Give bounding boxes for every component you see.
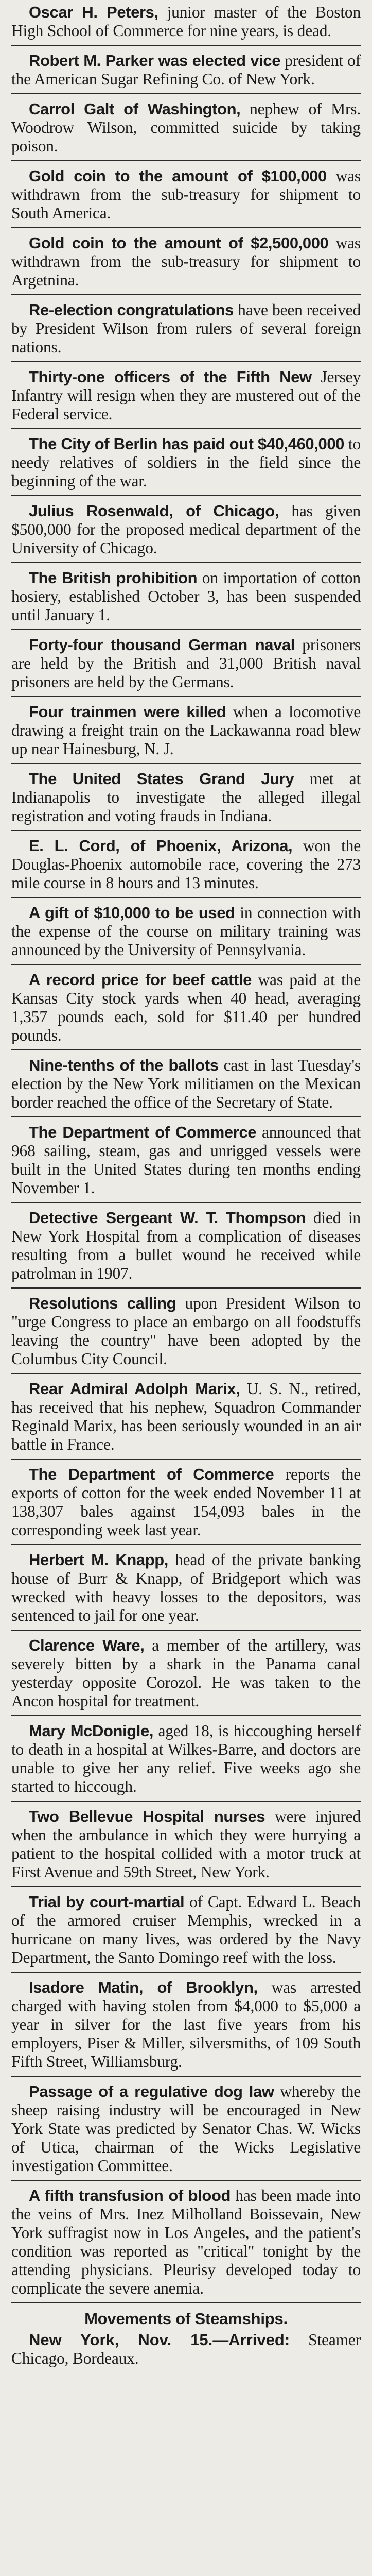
section-divider — [11, 2302, 361, 2303]
news-item-text — [11, 904, 361, 959]
item-divider — [11, 696, 361, 697]
item-divider — [11, 1287, 361, 1289]
item-divider — [11, 1544, 361, 1545]
news-item-body: have been received by President Wilson from rulers of several foreign nations. — [11, 301, 361, 356]
news-items — [11, 3, 361, 2298]
news-item — [11, 1294, 361, 1368]
news-item-text — [11, 1978, 361, 2071]
item-divider — [11, 1459, 361, 1460]
item-divider — [11, 294, 361, 295]
item-divider — [11, 830, 361, 831]
item-divider — [11, 1886, 361, 1887]
news-item-body: announced that 968 sailing, steam, gas and unrigged vessels were built in the United States during ten months ending November 1. — [11, 1123, 361, 1197]
news-item-body: president of the American Sugar Refining Co. of New York. — [11, 52, 361, 88]
item-divider — [11, 1049, 361, 1050]
news-item — [11, 1380, 361, 1454]
news-item-lead: The British prohibition — [29, 569, 198, 587]
news-item-lead: Gold coin to the amount of $100,000 — [29, 167, 327, 185]
news-item — [11, 1636, 361, 1710]
news-item — [11, 1123, 361, 1197]
news-item — [11, 100, 361, 156]
news-item-lead: Four trainmen were killed — [29, 703, 226, 721]
news-item-lead: The United States Grand Jury — [29, 770, 294, 788]
news-item-text — [11, 1807, 361, 1882]
news-item — [11, 1893, 361, 1967]
news-item — [11, 971, 361, 1045]
news-item — [11, 703, 361, 758]
item-divider — [11, 1630, 361, 1631]
news-item-body: was paid at the Kansas City stock yards when 40 head, averaging 1,357 pounds each, sold for $11.40 per hundred pounds. — [11, 971, 361, 1044]
news-item-text — [11, 636, 361, 691]
item-divider — [11, 964, 361, 965]
news-item-body: on importation of cotton hosiery, established October 3, has been suspended until January 1. — [11, 569, 361, 624]
news-item — [11, 3, 361, 40]
news-item-lead: Isadore Matin, of Brooklyn, — [29, 1978, 258, 1996]
news-item-text — [11, 2187, 361, 2298]
news-item-body: to needy relatives of soldiers in the field since the beginning of the war. — [11, 435, 361, 490]
news-item — [11, 301, 361, 357]
news-item — [11, 837, 361, 892]
news-item-lead: Carrol Galt of Washington, — [29, 100, 241, 118]
news-item — [11, 1807, 361, 1882]
news-item-lead: Resolutions calling — [29, 1294, 176, 1312]
news-item-lead: Passage of a regulative dog law — [29, 2082, 274, 2100]
news-item-lead: Herbert M. Knapp, — [29, 1551, 169, 1569]
news-item — [11, 1056, 361, 1112]
news-item-body: Jersey Infantry will resign when they are mustered out of the Federal service. — [11, 368, 361, 423]
news-item-body: upon President Wilson to "urge Congress to place an embargo on all foodstuffs leaving the country" have been adopted by the Columbus City Council. — [11, 1294, 361, 1368]
news-item-text — [11, 100, 361, 156]
news-item — [11, 569, 361, 624]
item-divider — [11, 1972, 361, 1973]
news-item-text — [11, 569, 361, 624]
news-item-lead: Trial by court-martial — [29, 1893, 185, 1911]
item-divider — [11, 897, 361, 898]
news-item-body: met at Indianapolis to investigate the alleged illegal registration and voting frauds in Indiana. — [11, 770, 361, 825]
news-item-text — [11, 1123, 361, 1197]
news-item-lead: Re-election congratulations — [29, 301, 234, 319]
steamships-heading: Movements of Steamships. — [84, 2310, 288, 2328]
news-item — [11, 1465, 361, 1539]
item-divider — [11, 629, 361, 630]
news-item-body: has given $500,000 for the proposed medical department of the University of Chicago. — [11, 502, 361, 557]
news-item-lead: Robert M. Parker was elected vice — [29, 52, 281, 70]
item-divider — [11, 45, 361, 46]
news-item-lead: Oscar H. Peters, — [29, 3, 158, 21]
news-item-text — [11, 971, 361, 1045]
news-item — [11, 234, 361, 290]
item-divider — [11, 160, 361, 161]
news-item-body: cast in last Tuesday's election by the New York militiamen on the Mexican border reached the office of the Secretary of State. — [11, 1056, 361, 1111]
news-item — [11, 636, 361, 691]
item-divider — [11, 1202, 361, 1203]
item-divider — [11, 93, 361, 94]
news-item-text — [11, 435, 361, 490]
news-item-body: U. S. N., retired, has received that his nephew, Squadron Commander Reginald Marix, has been seriously wounded in an air battle in France. — [11, 1380, 361, 1453]
item-divider — [11, 1373, 361, 1374]
news-item-text — [11, 1636, 361, 1710]
item-divider — [11, 227, 361, 228]
news-item — [11, 52, 361, 89]
steamships-dateline: New York, Nov. 15.—Arrived: — [29, 2331, 290, 2349]
news-item — [11, 167, 361, 223]
news-item — [11, 1978, 361, 2071]
news-column — [11, 3, 361, 2576]
news-item-lead: E. L. Cord, of Phoenix, Arizona, — [29, 837, 293, 855]
news-item-body: was withdrawn from the sub-treasury for shipment to Argetnina. — [11, 234, 361, 289]
news-item-text — [11, 301, 361, 357]
news-item-lead: Forty-four thousand German naval — [29, 636, 295, 654]
news-item-body: reports the exports of cotton for the week ended November 11 at 138,307 bales against 154,093 bales in the corresponding week last year. — [11, 1465, 361, 1539]
news-item-text — [11, 234, 361, 290]
item-divider — [11, 1801, 361, 1802]
news-item-text — [11, 837, 361, 892]
news-item-lead: Rear Admiral Adolph Marix, — [29, 1380, 240, 1398]
news-item — [11, 502, 361, 557]
steamships-item — [11, 2331, 361, 2368]
item-divider — [11, 763, 361, 764]
news-item-lead: The Department of Commerce — [29, 1465, 274, 1483]
news-item-lead: The City of Berlin has paid out $40,460,000 — [29, 435, 345, 453]
news-item-text — [11, 2082, 361, 2175]
news-item-text — [11, 1294, 361, 1368]
news-item-text — [11, 3, 361, 40]
news-item-lead: Thirty-one officers of the Fifth New — [29, 368, 312, 386]
news-item-lead: Gold coin to the amount of $2,500,000 — [29, 234, 329, 252]
news-item-text — [11, 1551, 361, 1625]
news-item-lead: Clarence Ware, — [29, 1636, 145, 1654]
news-item-lead: The Department of Commerce — [29, 1123, 257, 1141]
news-item — [11, 2187, 361, 2298]
news-item-text — [11, 1893, 361, 1967]
news-item-body: in connection with the expense of the course on military training was announced by the University of Pennsylvania. — [11, 904, 361, 959]
news-item-lead: Two Bellevue Hospital nurses — [29, 1807, 265, 1825]
item-divider — [11, 1715, 361, 1716]
news-item — [11, 368, 361, 423]
news-item-body: a member of the artillery, was severely bitten by a shark in the Panama canal yesterday opposite Corozol. He was taken to the Ancon hospital for treatment. — [11, 1636, 361, 1710]
news-item-lead: Nine-tenths of the ballots — [29, 1056, 219, 1074]
news-item — [11, 1209, 361, 1283]
news-item-body: whereby the sheep raising industry will be encouraged in New York State was predicted by Senator Chas. W. Wicks of Utica, chairman of the Wicks Legislative investigation Committee. — [11, 2082, 361, 2175]
news-item-text — [11, 1380, 361, 1454]
news-item-text — [11, 1722, 361, 1796]
steamships-text: Steamer Chicago, Bordeaux. — [11, 2331, 361, 2367]
news-item-body: was arrested charged with having stolen from $4,000 to $5,000 a year in silver for the last five years from his employers, Piser & Miller, silversmiths, of 109 South Fifth Street, Williamsburg. — [11, 1978, 361, 2071]
news-item — [11, 2082, 361, 2175]
news-item-text — [11, 1465, 361, 1539]
news-item-body: was withdrawn from the sub-treasury for shipment to South America. — [11, 167, 361, 222]
item-divider — [11, 361, 361, 362]
news-item-text — [11, 1209, 361, 1283]
news-item — [11, 904, 361, 959]
news-item-body: junior master of the Boston High School of Commerce for nine years, is dead. — [11, 3, 361, 40]
news-item-body: died in New York Hospital from a complication of diseases resulting from a bullet wound he received while patrolman in 1907. — [11, 1209, 361, 1282]
news-item-body: prisoners are held by the British and 31,000 British naval prisoners are held by the Germans. — [11, 636, 361, 691]
news-item-body: has been made into the veins of Mrs. Inez Milholland Boissevain, New York suffragist now in Los Angeles, and the patient's condition was reported as "critical" tonight by the attending physicians. Pleurisy developed today to complicate the severe anemia. — [11, 2187, 361, 2297]
news-item-lead: Mary McDonigle, — [29, 1722, 154, 1740]
news-item-text — [11, 167, 361, 223]
item-divider — [11, 562, 361, 563]
news-item-lead: A gift of $10,000 to be used — [29, 904, 235, 922]
news-item-text — [11, 502, 361, 557]
news-item — [11, 1551, 361, 1625]
item-divider — [11, 428, 361, 429]
news-item-text — [11, 770, 361, 825]
news-item-text — [11, 52, 361, 89]
item-divider — [11, 495, 361, 496]
news-item-body: head of the private banking house of Burr & Knapp, of Bridgeport which was wrecked with heavy losses to the depositors, was sentenced to jail for one year. — [11, 1551, 361, 1624]
news-item-lead: A record price for beef cattle — [29, 971, 252, 989]
item-divider — [11, 2076, 361, 2077]
news-item-lead: Julius Rosenwald, of Chicago, — [29, 502, 279, 520]
news-item-text — [11, 1056, 361, 1112]
news-item-body: won the Douglas-Phoenix automobile race, covering the 273 mile course in 8 hours and 13 minutes. — [11, 837, 361, 892]
news-item-body: nephew of Mrs. Woodrow Wilson, committed suicide by taking poison. — [11, 100, 361, 155]
news-item-lead: Detective Sergeant W. T. Thompson — [29, 1209, 306, 1227]
news-item-text — [11, 703, 361, 758]
news-item — [11, 1722, 361, 1796]
news-item — [11, 770, 361, 825]
news-item-body: aged 18, is hiccoughing herself to death in a hospital at Wilkes-Barre, and doctors are unable to give her any relief. Five weeks ago she started to hiccough. — [11, 1722, 361, 1795]
news-item-text — [11, 368, 361, 423]
news-item-body: when a locomotive drawing a freight train on the Lackawanna road blew up near Hainesburg, N. J. — [11, 703, 361, 758]
news-item-body: were injured when the ambulance in which they were hurrying a patient to the hospital collided with a motor truck at First Avenue and 59th Street, New York. — [11, 1807, 361, 1881]
news-item — [11, 435, 361, 490]
item-divider — [11, 2180, 361, 2181]
item-divider — [11, 1116, 361, 1117]
news-item-lead: A fifth transfusion of blood — [29, 2187, 231, 2205]
news-item-body: of Capt. Edward L. Beach of the armored cruiser Memphis, wrecked in a hurricane on many lives, was ordered by the Navy Department, the Santo Domingo reef with the loss. — [11, 1893, 361, 1967]
